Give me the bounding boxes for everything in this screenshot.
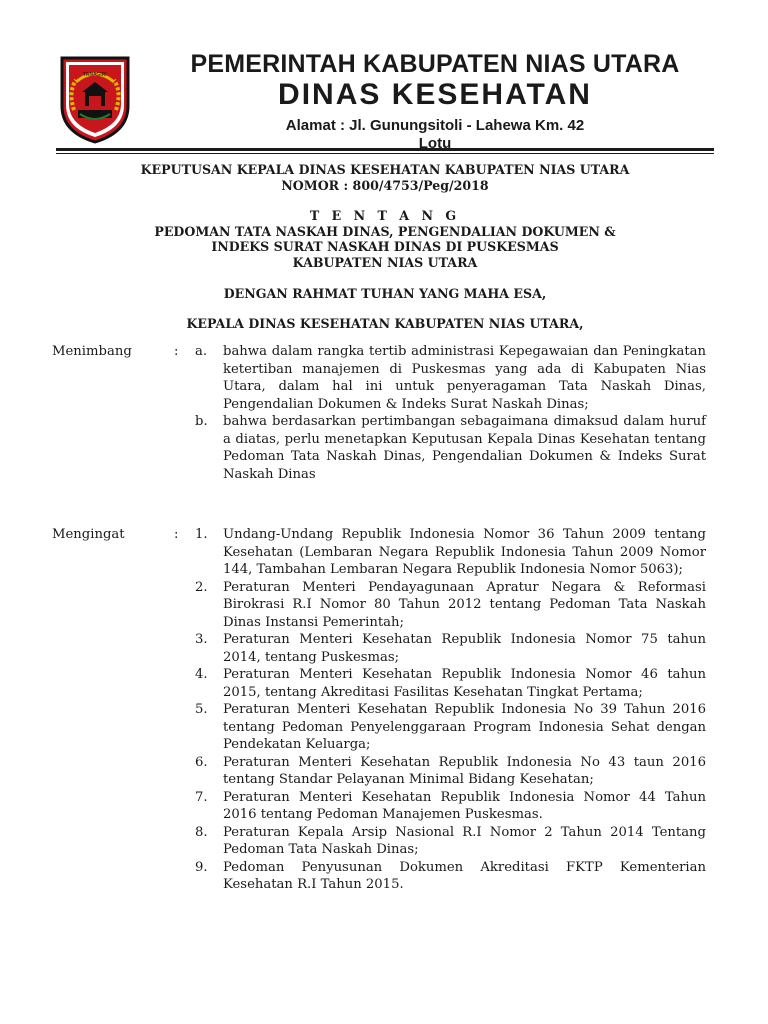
svg-text:TANAGIRI: TANAGIRI <box>83 72 107 78</box>
regency-emblem-icon <box>56 52 134 144</box>
subject-line-2: INDEKS SURAT NASKAH DINAS DI PUSKESMAS <box>211 239 559 254</box>
item-text: Peraturan Menteri Pendayagunaan Apratur Negara & Reformasi Birokrasi R.I Nomor 80 Tahun 2012 tentang Pedoman Tata Naskah Dinas Instansi Pemerintah; <box>223 579 706 630</box>
item-text: Peraturan Menteri Kesehatan Republik Indonesia No 39 Tahun 2016 tentang Pedoman Penyelenggaraan Program Indonesia Sehat dengan Pendekatan Keluarga; <box>223 702 706 752</box>
item-marker: 2. <box>195 579 208 595</box>
item-marker: 3. <box>195 632 208 647</box>
item-text: bahwa dalam rangka tertib administrasi Kepegawaian dan Peningkatan ketertiban manajemen di Puskesmas yang ada di Kabupaten Nias Utara, dalam hal ini untuk penyeragaman Tata Naskah Dinas, Pengendalian Dokumen & Indeks Surat Naskah Dinas; <box>223 344 706 412</box>
government-name: PEMERINTAH KABUPATEN NIAS UTARA <box>190 50 680 78</box>
item-marker: 4. <box>195 667 208 682</box>
about-label: T E N T A N G <box>309 208 461 223</box>
list-item <box>195 526 706 579</box>
subject-line-3: KABUPATEN NIAS UTARA <box>292 254 478 270</box>
considering-label: Menimbang <box>52 344 132 359</box>
department-name: DINAS KESEHATAN <box>278 78 592 111</box>
letterhead-rule-thin <box>56 153 714 154</box>
item-text: Undang-Undang Republik Indonesia Nomor 36 Tahun 2009 tentang Kesehatan (Lembaran Negara Republik Indonesia Tahun 2009 Nomor 144, Tambahan Lembaran Negara Republik Indonesia Nomor 5063); <box>223 527 706 577</box>
item-text: Peraturan Menteri Kesehatan Republik Indonesia Nomor 44 Tahun 2016 tentang Pedoman Manajemen Puskesmas. <box>223 789 706 822</box>
recalling-colon: : <box>174 527 179 542</box>
letterhead <box>140 50 730 152</box>
considering-list <box>195 343 706 483</box>
list-item <box>195 413 706 483</box>
list-item <box>195 666 706 701</box>
list-item <box>195 343 706 413</box>
item-text: Pedoman Penyusunan Dokumen Akreditasi FKTP Kementerian Kesehatan R.I Tahun 2015. <box>223 859 706 892</box>
decree-heading <box>56 162 714 193</box>
list-item <box>195 701 706 754</box>
item-text: Peraturan Menteri Kesehatan Republik Indonesia No 43 taun 2016 tentang Standar Pelayanan Minimal Bidang Kesehatan; <box>223 754 706 787</box>
item-text: Peraturan Menteri Kesehatan Republik Indonesia Nomor 46 tahun 2015, tentang Akreditasi Fasilitas Kesehatan Tingkat Pertama; <box>223 667 706 700</box>
subject-heading <box>56 208 714 270</box>
item-marker: 9. <box>195 859 208 875</box>
letterhead-rule-thick <box>56 148 714 151</box>
item-text: Peraturan Kepala Arsip Nasional R.I Nomor 2 Tahun 2014 Tentang Pedoman Tata Naskah Dinas; <box>223 824 706 857</box>
decree-title: KEPUTUSAN KEPALA DINAS KESEHATAN KABUPATEN NIAS UTARA <box>140 162 630 177</box>
item-text: Peraturan Menteri Kesehatan Republik Indonesia Nomor 75 tahun 2014, tentang Puskesmas; <box>223 632 706 665</box>
list-item <box>195 579 706 632</box>
list-item <box>195 789 706 824</box>
item-text: bahwa berdasarkan pertimbangan sebagaimana dimaksud dalam huruf a diatas, perlu menetapkan Keputusan Kepala Dinas Kesehatan tentang Pedoman Tata Naskah Dinas, Pengendalian Dokumen & Indeks Surat Naskah Dinas <box>223 414 706 482</box>
item-marker: 6. <box>195 754 208 770</box>
official-title: KEPALA DINAS KESEHATAN KABUPATEN NIAS UTARA, <box>186 316 584 331</box>
item-marker: a. <box>195 344 208 359</box>
item-marker: b. <box>195 414 208 429</box>
recalling-label: Mengingat <box>52 527 125 542</box>
item-marker: 8. <box>195 824 208 840</box>
list-item <box>195 824 706 859</box>
list-item <box>195 859 706 894</box>
item-marker: 5. <box>195 702 208 717</box>
subject-line-1: PEDOMAN TATA NASKAH DINAS, PENGENDALIAN DOKUMEN & <box>154 223 616 239</box>
office-address: Alamat : Jl. Gunungsitoli - Lahewa Km. 42 <box>285 117 585 134</box>
item-marker: 1. <box>195 527 208 542</box>
list-item <box>195 754 706 789</box>
office-place: Lotu <box>418 135 452 152</box>
list-item <box>195 631 706 666</box>
recalling-list <box>195 526 706 894</box>
grace-line: DENGAN RAHMAT TUHAN YANG MAHA ESA, <box>223 286 547 301</box>
decree-number: NOMOR : 800/4753/Peg/2018 <box>281 177 489 193</box>
item-marker: 7. <box>195 789 208 805</box>
considering-colon: : <box>174 344 179 359</box>
